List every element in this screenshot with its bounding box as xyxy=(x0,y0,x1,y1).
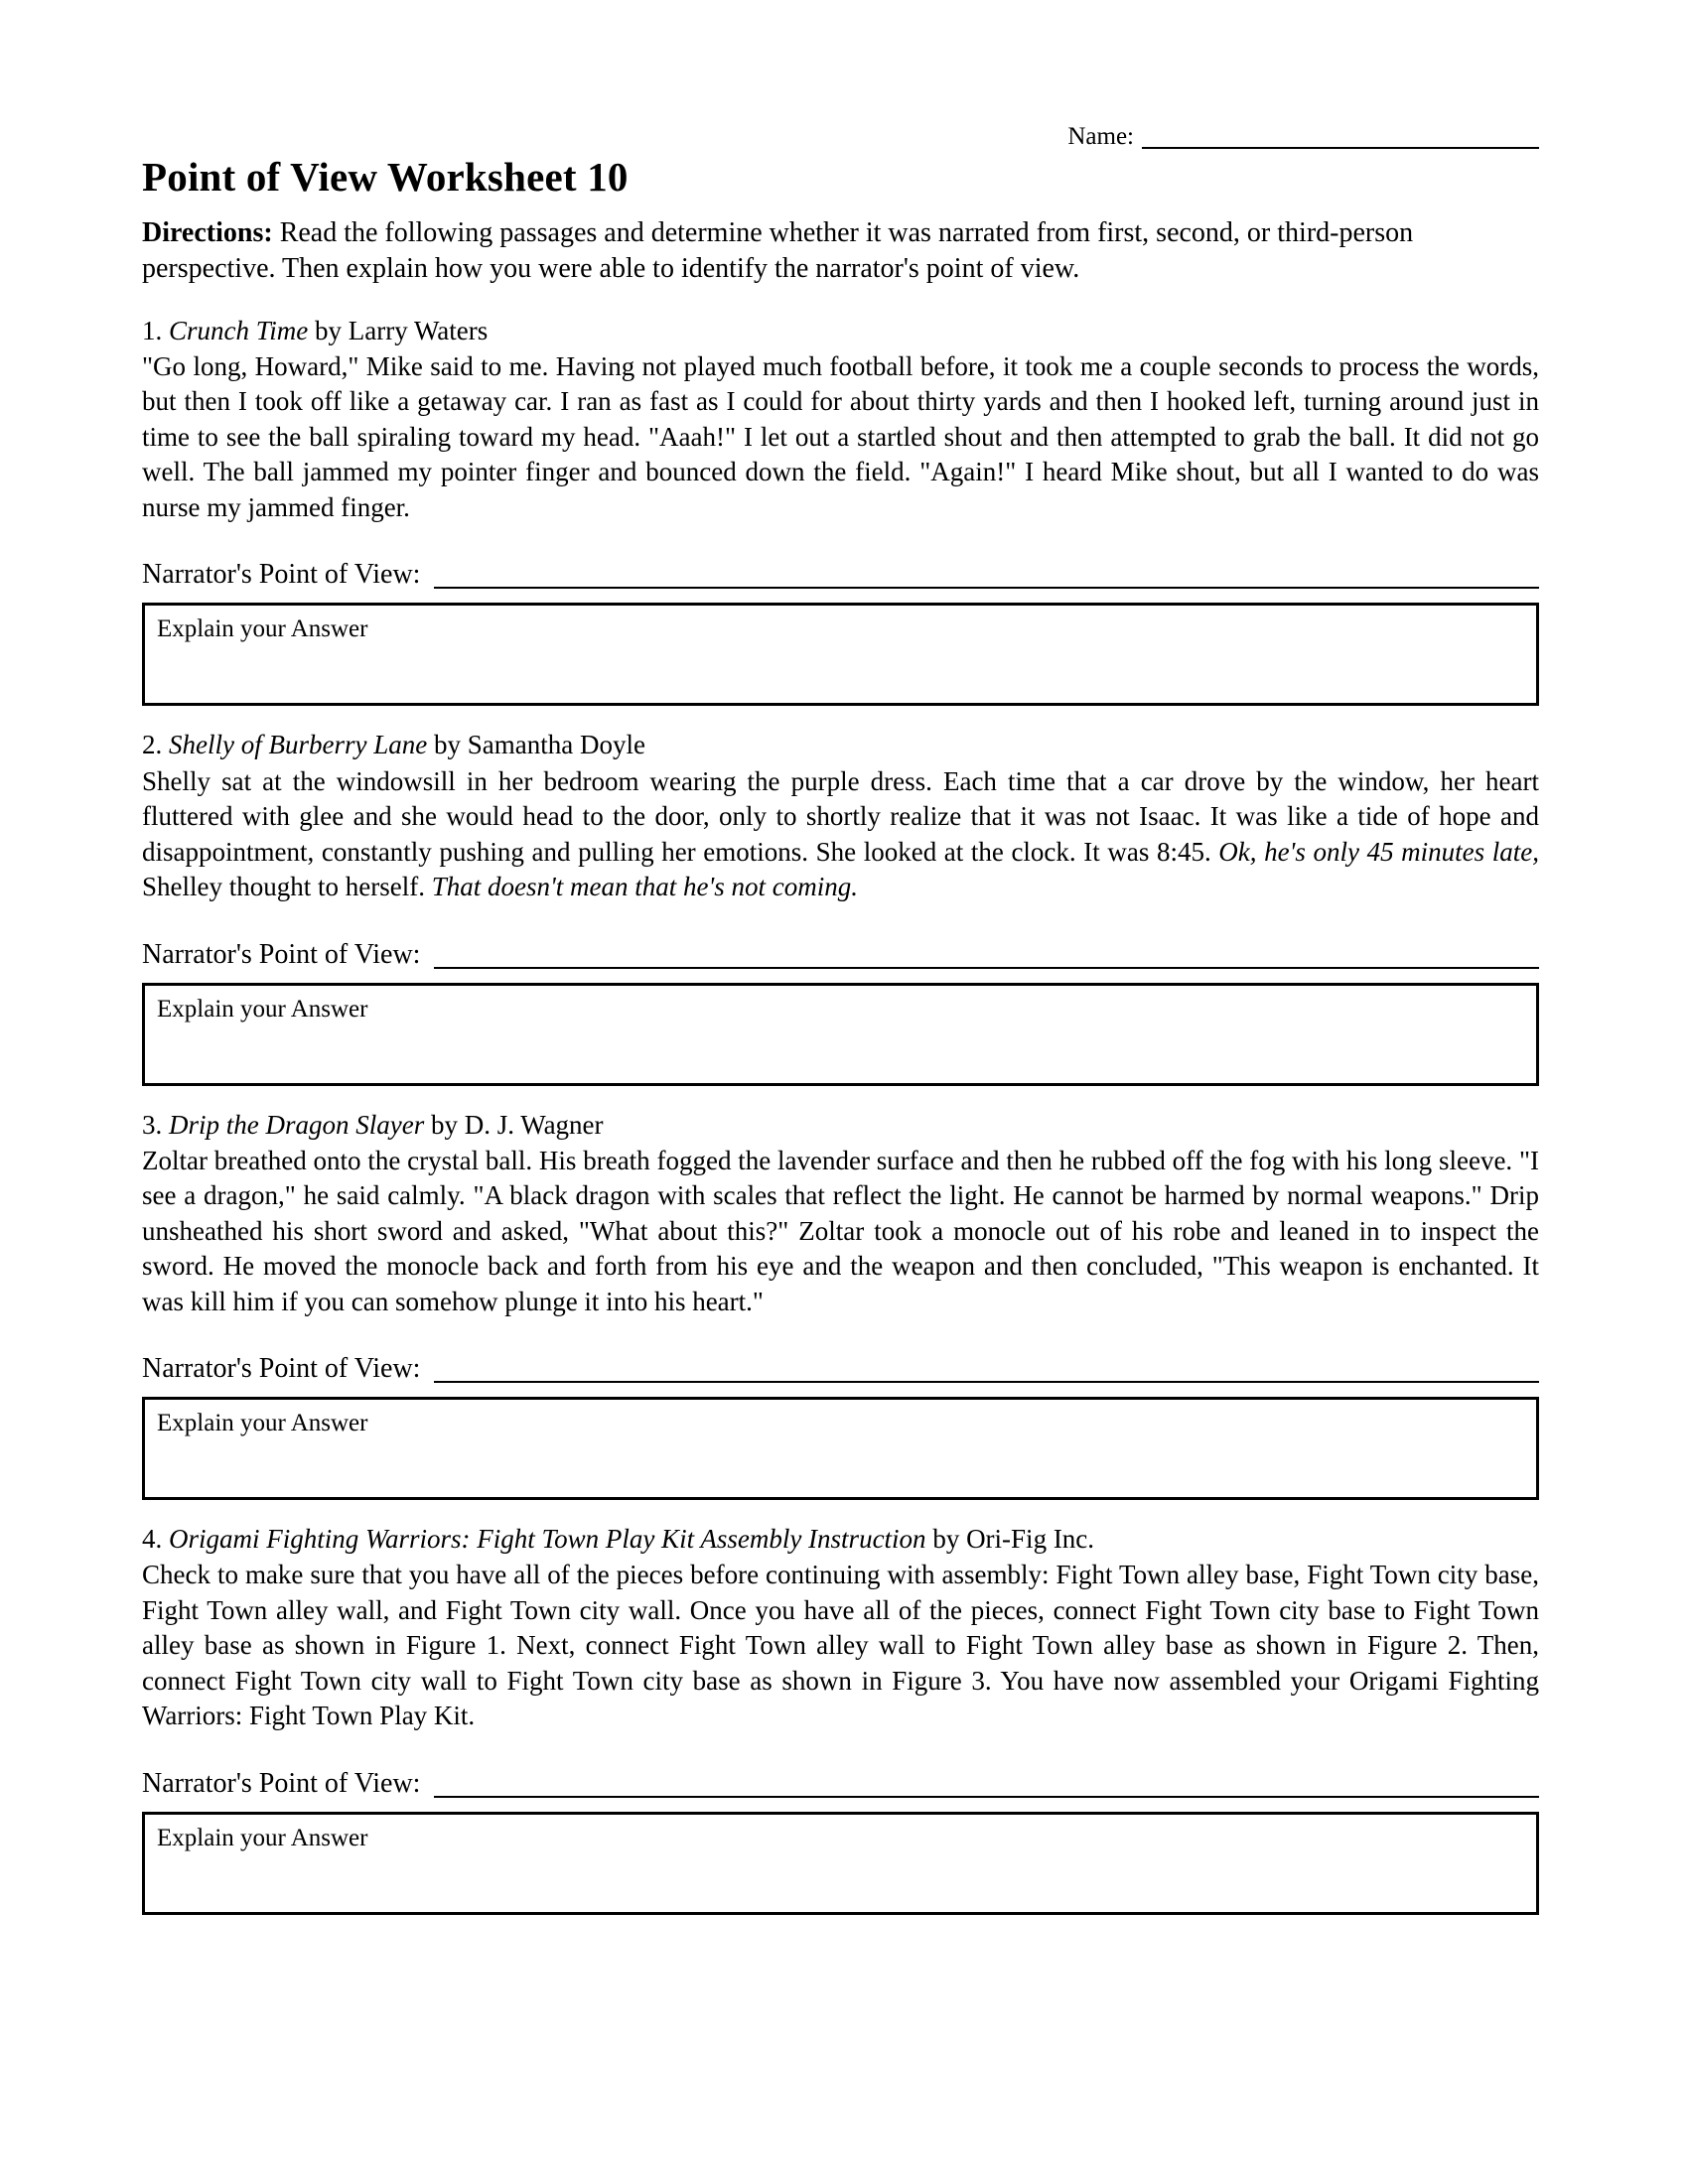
passage-by-word: by xyxy=(308,315,349,345)
passages-container xyxy=(142,314,1539,1915)
explain-answer-label: Explain your Answer xyxy=(157,995,368,1023)
directions-label: Directions: xyxy=(142,217,273,249)
name-field-row xyxy=(142,109,1539,149)
explain-answer-box[interactable] xyxy=(142,603,1539,706)
passage-body xyxy=(142,1558,1539,1734)
passage-text: Shelley thought to herself. xyxy=(142,872,432,902)
pov-label: Narrator's Point of View: xyxy=(142,938,421,970)
pov-input-rule[interactable] xyxy=(434,1359,1539,1383)
passage-title: Crunch Time xyxy=(169,315,309,345)
pov-input-rule[interactable] xyxy=(434,1774,1539,1798)
passage-author: Samantha Doyle xyxy=(467,730,645,760)
passage-author: D. J. Wagner xyxy=(464,1109,604,1140)
passage-author: Larry Waters xyxy=(348,315,489,345)
pov-answer-row xyxy=(142,931,1539,969)
passage-title: Drip the Dragon Slayer xyxy=(169,1109,425,1140)
directions-text: Read the following passages and determine whether it was narrated from first, second, or third-person perspective. Then explain how you were able to identify the narrator's point of view. xyxy=(142,217,1414,285)
passage-heading xyxy=(142,1522,1539,1557)
passage-number: 2. xyxy=(142,730,163,760)
explain-answer-box[interactable] xyxy=(142,1397,1539,1500)
passage-text-italic: That doesn't mean that he's not coming. xyxy=(431,872,858,902)
pov-label: Narrator's Point of View: xyxy=(142,1353,421,1385)
pov-input-rule[interactable] xyxy=(434,565,1539,589)
explain-answer-box[interactable] xyxy=(142,983,1539,1086)
passage-number: 3. xyxy=(142,1109,163,1140)
passage-block xyxy=(142,1108,1539,1501)
passage-text: Zoltar breathed onto the crystal ball. His breath fogged the lavender surface and then he rubbed off the fog with his long sleeve. "I see a dragon," he said calmly. "A black dragon with scales that reflect the light. He cannot be harmed by normal weapons." Drip unsheathed his short sword and asked, "What about this?" Zoltar took a monocle out of his robe and leaned in to inspect the sword. He moved the monocle back and forth from his eye and the weapon and then concluded, "This weapon is enchanted. It was kill him if you can somehow plunge it into his heart." xyxy=(142,1145,1539,1316)
passage-heading xyxy=(142,728,1539,762)
passage-body xyxy=(142,349,1539,526)
passage-text: Shelly sat at the windowsill in her bedroom wearing the purple dress. Each time that a car drove by the window, her heart fluttered with glee and she would head to the door, only to shortly realize that it was not Isaac. It was like a tide of hope and disappointment, constantly pushing and pulling her emotions. She looked at the clock. It was 8:45. xyxy=(142,765,1539,867)
passage-title: Origami Fighting Warriors: Fight Town Play Kit Assembly Instruction xyxy=(169,1524,926,1555)
explain-answer-label: Explain your Answer xyxy=(157,1410,368,1437)
passage-body xyxy=(142,1144,1539,1320)
explain-answer-box[interactable] xyxy=(142,1812,1539,1915)
pov-input-rule[interactable] xyxy=(434,945,1539,969)
passage-author: Ori-Fig Inc. xyxy=(966,1524,1095,1555)
passage-body xyxy=(142,764,1539,905)
name-label: Name: xyxy=(1067,123,1134,150)
pov-label: Narrator's Point of View: xyxy=(142,559,421,591)
pov-answer-row xyxy=(142,551,1539,589)
passage-text: "Go long, Howard," Mike said to me. Having not played much football before, it took me a couple seconds to process the words, but then I took off like a getaway car. I ran as fast as I could for about thirty yards and then I hooked left, turning around just in time to see the ball spiraling toward my head. "Aaah!" I let out a startled shout and then attempted to grab the ball. It did not go well. The ball jammed my pointer finger and bounced down the field. "Again!" I heard Mike shout, but all I wanted to do was nurse my jammed finger. xyxy=(142,350,1539,522)
passage-heading xyxy=(142,314,1539,348)
passage-block xyxy=(142,314,1539,707)
passage-text: Check to make sure that you have all of the pieces before continuing with assembly: Fight Town alley base, Fight Town city base, Fight Town alley wall, and Fight Town city wall. Once you have all of the pieces, connect Fight Town city base to Fight Town alley base as shown in Figure 1. Next, connect Fight Town alley wall to Fight Town alley base as shown in Figure 2. Then, connect Fight Town city wall to Fight Town city base as shown in Figure 3. You have now assembled your Origami Fighting Warriors: Fight Town Play Kit. xyxy=(142,1560,1539,1731)
pov-label: Narrator's Point of View: xyxy=(142,1767,421,1799)
passage-number: 1. xyxy=(142,315,163,345)
passage-text-italic: Ok, he's only 45 minutes late, xyxy=(1218,836,1539,867)
passage-heading xyxy=(142,1108,1539,1143)
passage-block xyxy=(142,728,1539,1085)
pov-answer-row xyxy=(142,1345,1539,1383)
explain-answer-label: Explain your Answer xyxy=(157,1824,368,1851)
page-title: Point of View Worksheet 10 xyxy=(142,154,629,200)
pov-answer-row xyxy=(142,1760,1539,1798)
passage-by-word: by xyxy=(925,1524,967,1555)
passage-block xyxy=(142,1522,1539,1915)
passage-title: Shelly of Burberry Lane xyxy=(169,730,428,760)
explain-answer-label: Explain your Answer xyxy=(157,615,368,643)
directions-paragraph xyxy=(142,215,1539,288)
passage-number: 4. xyxy=(142,1524,163,1555)
name-input-rule[interactable] xyxy=(1142,127,1539,149)
passage-by-word: by xyxy=(424,1109,465,1140)
passage-by-word: by xyxy=(427,730,468,760)
